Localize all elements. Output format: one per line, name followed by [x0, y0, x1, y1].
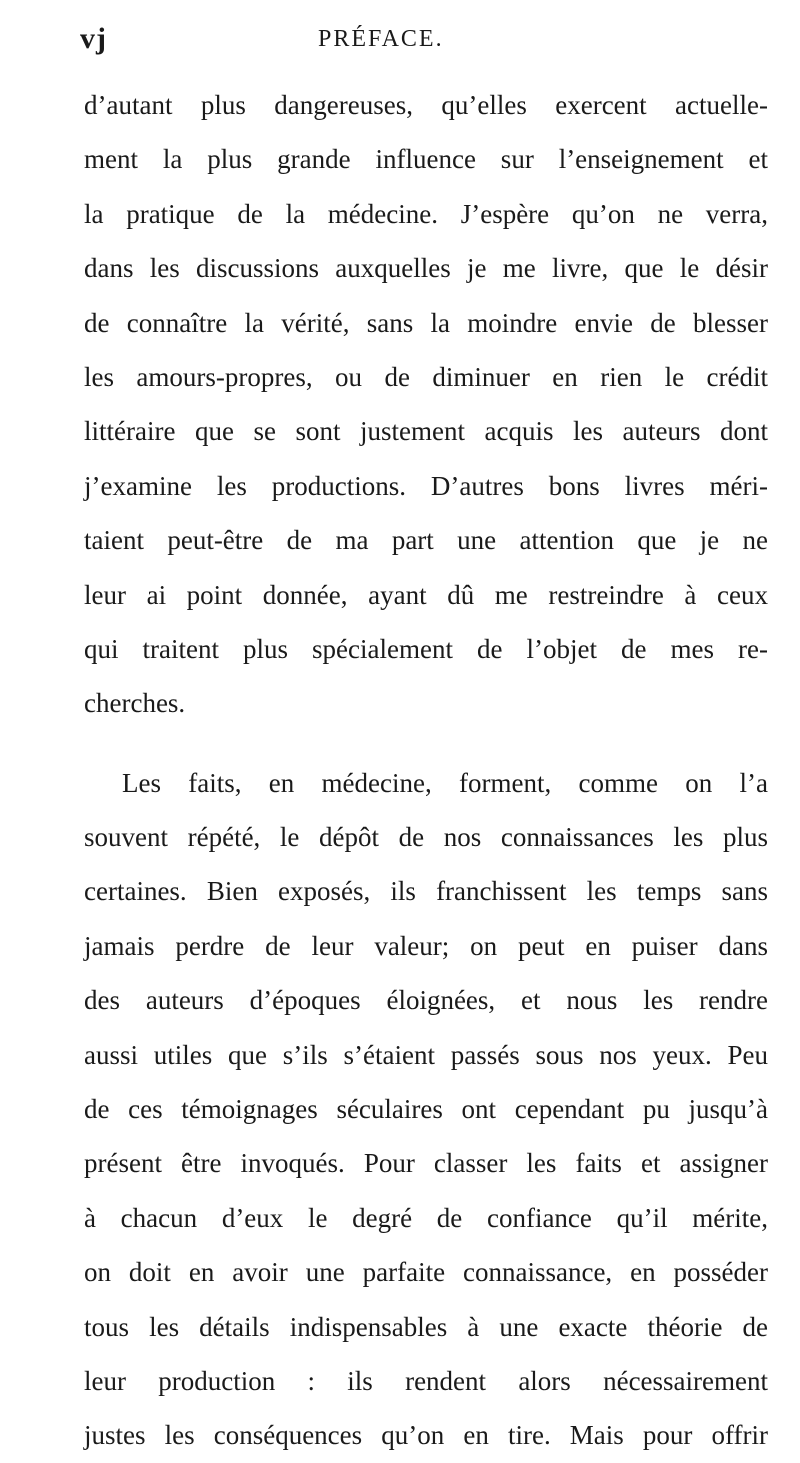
paragraph-1 — [84, 78, 768, 731]
text-line: leur ai point donnée, ayant dû me restreindre à ceux — [84, 579, 768, 610]
paragraph-2 — [84, 756, 768, 1463]
page-number: vj — [80, 22, 107, 55]
text-line: d’autant plus dangereuses, qu’elles exercent actuelle- — [84, 90, 768, 120]
text-line: littéraire que se sont justement acquis les auteurs dont — [84, 416, 768, 447]
text-line: qui traitent plus spécialement de l’objet de mes re- — [84, 633, 768, 664]
text-line: taient peut-être de ma part une attention que je ne — [84, 525, 768, 556]
page-header — [80, 22, 760, 62]
text-line: aussi utiles que s’ils s’étaient passés sous nos yeux. Peu — [84, 1039, 768, 1070]
text-line: les amours-propres, ou de diminuer en rien le crédit — [84, 361, 768, 392]
text-line: ment la plus grande influence sur l’enseignement et — [84, 144, 768, 175]
text-line: à chacun d’eux le degré de confiance qu’il mérite, — [84, 1202, 768, 1233]
text-line: on doit en avoir une parfaite connaissance, en posséder — [84, 1257, 768, 1288]
paragraph-gap — [84, 731, 768, 756]
running-head: PRÉFACE. — [318, 26, 444, 52]
text-line: présent être invoqués. Pour classer les faits et assigner — [84, 1148, 768, 1179]
text-line: de ces témoignages séculaires ont cependant pu jusqu’à — [84, 1094, 768, 1125]
text-line: justes les conséquences qu’on en tire. Mais pour offrir — [84, 1420, 768, 1451]
text-line: la pratique de la médecine. J’espère qu’on ne verra, — [84, 198, 768, 229]
text-line: de connaître la vérité, sans la moindre envie de blesser — [84, 307, 768, 338]
text-line: des auteurs d’époques éloignées, et nous les rendre — [84, 985, 768, 1016]
text-line: leur production : ils rendent alors nécessairement — [84, 1365, 768, 1396]
text-line: dans les discussions auxquelles je me livre, que le désir — [84, 253, 768, 284]
text-line: souvent répété, le dépôt de nos connaissances les plus — [84, 822, 768, 853]
text-line: j’examine les productions. D’autres bons livres méri- — [84, 470, 768, 501]
text-line: jamais perdre de leur valeur; on peut en puiser dans — [84, 930, 768, 961]
text-line: certaines. Bien exposés, ils franchissent les temps sans — [84, 876, 768, 907]
text-line: tous les détails indispensables à une exacte théorie de — [84, 1311, 768, 1342]
text-line: cherches. — [84, 688, 186, 719]
text-line: Les faits, en médecine, forment, comme on l’a — [122, 767, 768, 798]
body-text — [84, 78, 768, 1463]
